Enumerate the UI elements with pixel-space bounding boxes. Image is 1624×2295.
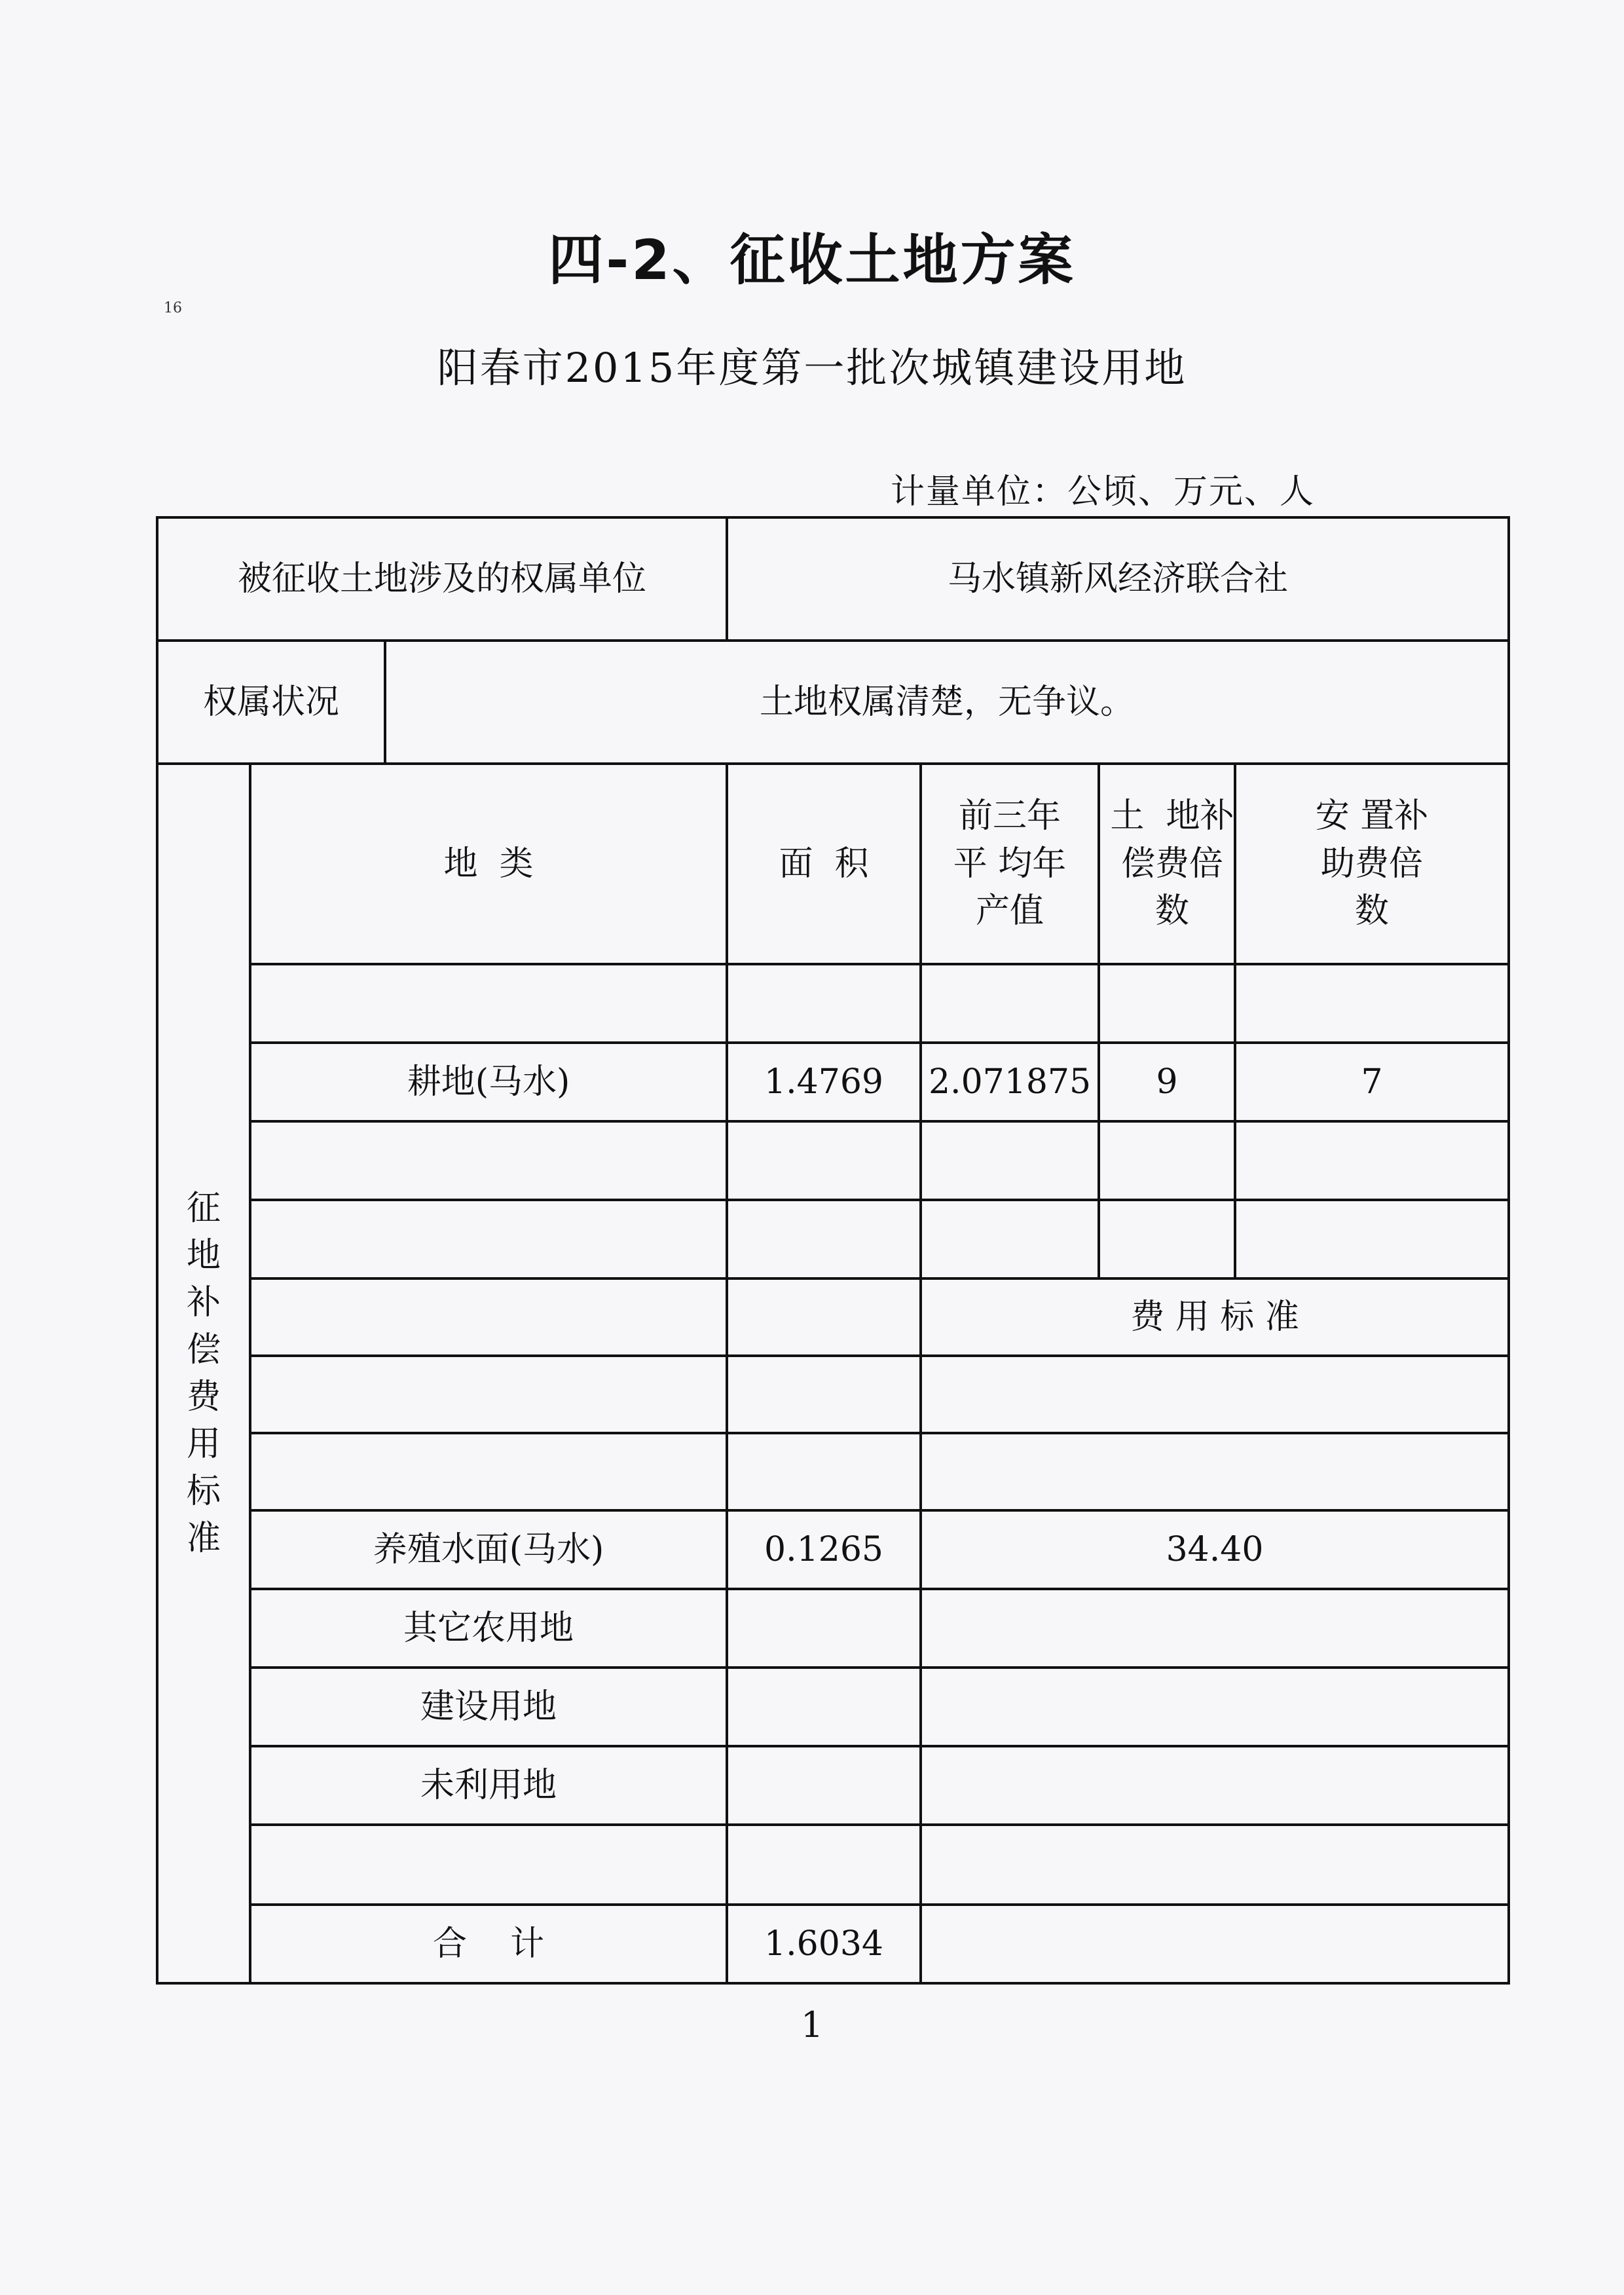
- status-row: [157, 641, 1509, 764]
- aquaculture-row: [157, 1510, 1509, 1589]
- blank-row-4: [157, 1356, 1509, 1433]
- land-acquisition-table: [156, 516, 1510, 1985]
- cultivated-avg-output: 2.071875: [921, 1043, 1099, 1121]
- total-label: 合 计: [250, 1905, 727, 1983]
- header-area: 面 积: [727, 764, 921, 964]
- cultivated-area: 1.4769: [727, 1043, 921, 1121]
- owner-row: [157, 517, 1509, 641]
- blank-row-1: [157, 964, 1509, 1043]
- fee-standard-header: 费 用 标 准: [921, 1278, 1509, 1356]
- cultivated-land-multiple: 9: [1099, 1043, 1235, 1121]
- unused-row: [157, 1746, 1509, 1825]
- blank-row-2: [157, 1121, 1509, 1200]
- side-label-cell: [157, 764, 250, 1983]
- blank-row-6: [157, 1825, 1509, 1905]
- owner-value: 马水镇新风经济联合社: [727, 517, 1509, 641]
- aquaculture-area: 0.1265: [727, 1510, 921, 1589]
- owner-label: 被征收土地涉及的权属单位: [157, 517, 727, 641]
- header-land-multiple: 土 地补偿费倍 数: [1099, 764, 1235, 964]
- status-label: 权属状况: [157, 641, 385, 764]
- header-row: [157, 764, 1509, 964]
- construction-name: 建设用地: [250, 1668, 727, 1746]
- fee-standard-header-row: [157, 1278, 1509, 1356]
- other-agri-name: 其它农用地: [250, 1589, 727, 1668]
- total-row: [157, 1905, 1509, 1983]
- cultivated-resettle-multiple: 7: [1235, 1043, 1509, 1121]
- cultivated-row: [157, 1043, 1509, 1121]
- header-resettle-multiple: 安 置补助费倍 数: [1235, 764, 1509, 964]
- total-area: 1.6034: [727, 1905, 921, 1983]
- header-avg-output: 前三年平 均年产值: [921, 764, 1099, 964]
- page-mark: 16: [164, 300, 182, 316]
- other-agri-row: [157, 1589, 1509, 1668]
- document-subtitle: 阳春市2015年度第一批次城镇建设用地: [437, 344, 1187, 392]
- document-title: 四-2、征收土地方案: [548, 228, 1076, 292]
- unused-name: 未利用地: [250, 1746, 727, 1825]
- page-number: 1: [800, 2004, 824, 2045]
- blank-row-3: [157, 1200, 1509, 1278]
- status-value: 土地权属清楚，无争议。: [385, 641, 1509, 764]
- construction-row: [157, 1668, 1509, 1746]
- header-land-type: 地 类: [250, 764, 727, 964]
- aquaculture-standard: 34.40: [921, 1510, 1509, 1589]
- unit-label: 计量单位：公顷、万元、人: [891, 472, 1316, 512]
- cultivated-name: 耕地(马水): [250, 1043, 727, 1121]
- blank-row-5: [157, 1433, 1509, 1510]
- side-label: 征地补偿费用标准: [186, 1188, 221, 1558]
- aquaculture-name: 养殖水面(马水): [250, 1510, 727, 1589]
